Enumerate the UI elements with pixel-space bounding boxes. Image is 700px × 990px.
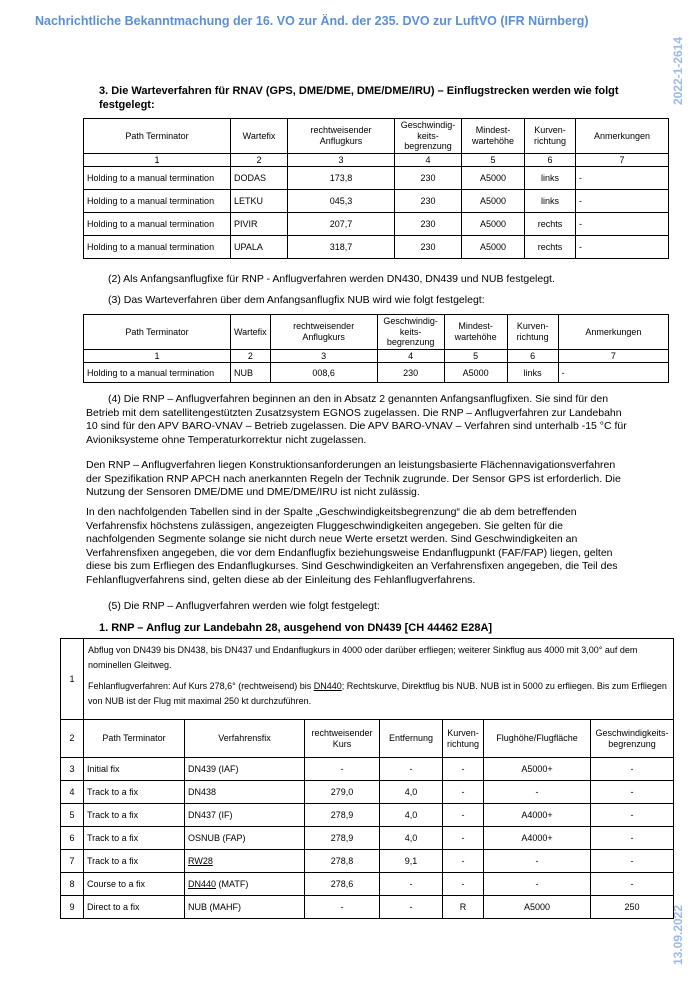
cell-path-terminator: Holding to a manual termination (84, 236, 231, 259)
col-wartefix: Wartefix (231, 315, 271, 350)
cell-path-terminator: Holding to a manual termination (84, 167, 231, 190)
cell-path-terminator: Initial fix (84, 758, 185, 781)
cell-path-terminator: Track to a fix (84, 850, 185, 873)
cell-course: 173,8 (288, 167, 395, 190)
table-row (84, 363, 669, 383)
cell-distance: - (380, 758, 443, 781)
row-number: 7 (61, 850, 84, 873)
cell-turn: links (525, 167, 576, 190)
cell-course: - (305, 758, 380, 781)
col-path-terminator: Path Terminator (84, 720, 185, 758)
col-num: 3 (270, 349, 377, 363)
cell-turn: - (443, 758, 484, 781)
col-path-terminator: Path Terminator (84, 315, 231, 350)
col-speed: Geschwindig-keits-begrenzung (395, 119, 462, 154)
col-num: 7 (576, 153, 669, 167)
cell-remarks: - (558, 363, 668, 383)
col-num: 6 (525, 153, 576, 167)
cell-distance: - (380, 873, 443, 896)
cell-course: 278,9 (305, 827, 380, 850)
cell-remarks: - (576, 213, 669, 236)
paragraph-2: (2) Als Anfangsanflugfixe für RNP - Anflugverfahren werden DN430, DN439 und NUB festgelegt. (108, 273, 555, 285)
cell-alt: A5000 (462, 167, 525, 190)
row-number: 2 (61, 720, 84, 758)
cell-alt: A5000 (462, 236, 525, 259)
cell-course: 278,8 (305, 850, 380, 873)
col-turn: Kurven-richtung (443, 720, 484, 758)
cell-path-terminator: Holding to a manual termination (84, 190, 231, 213)
procedure-heading: 1. RNP – Anflug zur Landebahn 28, ausgehend von DN439 [CH 44462 E28A] (99, 622, 493, 634)
cell-alt: - (484, 781, 591, 804)
col-num: 6 (507, 349, 558, 363)
cell-turn: - (443, 781, 484, 804)
col-course: rechtweisender Anflugkurs (288, 119, 395, 154)
cell-alt: A5000 (462, 213, 525, 236)
table-row (84, 213, 669, 236)
col-distance: Entfernung (380, 720, 443, 758)
description-approach: Abflug von DN439 bis DN438, bis DN437 und Endanflugkurs in 4000 oder darüber erfliegen; weiterer Sinkflug aus 4000 mit 3,00° auf dem nominellen Gleitweg. (88, 645, 638, 670)
side-document-date: 13.09.2022 (671, 904, 685, 966)
paragraph-7: (5) Die RNP – Anflugverfahren werden wie folgt festgelegt: (108, 600, 380, 612)
col-path-terminator: Path Terminator (84, 119, 231, 154)
cell-distance: 4,0 (380, 781, 443, 804)
cell-course: 207,7 (288, 213, 395, 236)
cell-distance: 9,1 (380, 850, 443, 873)
col-num: 4 (377, 349, 444, 363)
cell-fix-link[interactable]: RW28 (185, 850, 305, 873)
table-row (61, 896, 674, 919)
col-speed-limit: Geschwindigkeits-begrenzung (591, 720, 674, 758)
cell-course: - (305, 896, 380, 919)
cell-speed: 230 (395, 190, 462, 213)
col-procedure-fix: Verfahrensfix (185, 720, 305, 758)
fix-link[interactable]: DN440 (188, 879, 217, 889)
col-min-alt: Mindest-wartehöhe (462, 119, 525, 154)
cell-path-terminator: Holding to a manual termination (84, 363, 231, 383)
row-number: 8 (61, 873, 84, 896)
col-speed: Geschwindig-keits-begrenzung (377, 315, 444, 350)
cell-path-terminator: Track to a fix (84, 804, 185, 827)
row-number: 3 (61, 758, 84, 781)
cell-alt: - (484, 873, 591, 896)
cell-alt: - (484, 850, 591, 873)
cell-fix: PIVIR (231, 213, 288, 236)
col-turn: Kurven-richtung (507, 315, 558, 350)
paragraph-3: (3) Das Warteverfahren über dem Anfangsanflugfix NUB wird wie folgt festgelegt: (108, 294, 485, 306)
holding-table-1 (83, 118, 669, 259)
cell-turn: links (525, 190, 576, 213)
col-num: 2 (231, 349, 271, 363)
cell-speed: - (591, 758, 674, 781)
cell-fix: DN440 (MATF) (185, 873, 305, 896)
cell-distance: - (380, 896, 443, 919)
col-num: 1 (84, 153, 231, 167)
cell-turn: R (443, 896, 484, 919)
row-number: 5 (61, 804, 84, 827)
cell-speed: 230 (377, 363, 444, 383)
col-remarks: Anmerkungen (576, 119, 669, 154)
cell-fix: DN437 (IF) (185, 804, 305, 827)
section-3-heading: 3. Die Warteverfahren für RNAV (GPS, DME/DME, DME/DME/IRU) – Einflugstrecken werden wie folgt festgelegt: (99, 85, 619, 111)
table-row (61, 850, 674, 873)
table-row (61, 804, 674, 827)
row-number: 4 (61, 781, 84, 804)
row-number: 9 (61, 896, 84, 919)
cell-alt: A5000 (484, 896, 591, 919)
cell-fix: NUB (231, 363, 271, 383)
col-num: 7 (558, 349, 668, 363)
cell-remarks: - (576, 190, 669, 213)
cell-turn: - (443, 850, 484, 873)
cell-turn: links (507, 363, 558, 383)
col-num: 2 (231, 153, 288, 167)
cell-speed: 250 (591, 896, 674, 919)
paragraph-6: In den nachfolgenden Tabellen sind in der Spalte „Geschwindigkeitsbegrenzung“ die ab dem betreffenden Verfahrensfix höchstens zulässigen, angezeigten Fluggeschwindigkeiten angegeben. Sie gelten für die nachfolgenden Segmente solange sie nicht durch neue Werte ersetzt werden. Sind Geschwindigkeiten an Verfahrensfixen angegeben, die vor dem Endanflugfix beziehungsweise Endanflugpunkt (FAF/FAP) liegen, gelten diese bis zum Erfliegen des Endanflugkurses. Sind Geschwindigkeiten an Verfahrensfixen angegeben, die Teil des Fehlanflugverfahrens sind, gelten diese ab der Einleitung des Fehlanflugverfahrens. (86, 506, 618, 586)
cell-fix: LETKU (231, 190, 288, 213)
col-num: 3 (288, 153, 395, 167)
cell-fix: OSNUB (FAP) (185, 827, 305, 850)
procedure-description (84, 639, 674, 720)
cell-path-terminator: Holding to a manual termination (84, 213, 231, 236)
col-altitude: Flughöhe/Flugfläche (484, 720, 591, 758)
holding-table-2 (83, 314, 669, 383)
col-num: 5 (444, 349, 507, 363)
cell-fix: DN439 (IAF) (185, 758, 305, 781)
table-row (84, 167, 669, 190)
table-row (61, 781, 674, 804)
cell-path-terminator: Direct to a fix (84, 896, 185, 919)
col-wartefix: Wartefix (231, 119, 288, 154)
cell-turn: - (443, 827, 484, 850)
col-min-alt: Mindest-wartehöhe (444, 315, 507, 350)
table-row (61, 873, 674, 896)
cell-speed: - (591, 781, 674, 804)
cell-course: 279,0 (305, 781, 380, 804)
cell-path-terminator: Course to a fix (84, 873, 185, 896)
col-remarks: Anmerkungen (558, 315, 668, 350)
cell-alt: A5000+ (484, 758, 591, 781)
cell-fix: NUB (MAHF) (185, 896, 305, 919)
col-num: 5 (462, 153, 525, 167)
col-turn: Kurven-richtung (525, 119, 576, 154)
cell-speed: - (591, 804, 674, 827)
cell-distance: 4,0 (380, 804, 443, 827)
cell-distance: 4,0 (380, 827, 443, 850)
cell-course: 045,3 (288, 190, 395, 213)
cell-speed: 230 (395, 236, 462, 259)
cell-turn: rechts (525, 213, 576, 236)
row-number: 1 (61, 639, 84, 720)
col-num: 4 (395, 153, 462, 167)
description-missed-approach: Fehlanflugverfahren: Auf Kurs 278,6° (rechtweisend) bis DN440; Rechtskurve, Direktflug bis NUB. NUB ist in 5000 zu erfliegen. Bis zum Erfliegen von NUB ist der Flug mit maximal 250 kt durchzuführen. (88, 681, 667, 706)
cell-alt: A4000+ (484, 804, 591, 827)
cell-remarks: - (576, 167, 669, 190)
cell-alt: A5000 (462, 190, 525, 213)
cell-course: 278,9 (305, 804, 380, 827)
cell-fix: UPALA (231, 236, 288, 259)
table-row (61, 827, 674, 850)
procedure-table (60, 638, 674, 919)
cell-speed: 230 (395, 213, 462, 236)
col-num: 1 (84, 349, 231, 363)
table-row (61, 758, 674, 781)
side-document-id: 2022-1-2614 (671, 36, 685, 106)
cell-remarks: - (576, 236, 669, 259)
cell-alt: A5000 (444, 363, 507, 383)
cell-course: 008,6 (270, 363, 377, 383)
col-course: rechtweisender Kurs (305, 720, 380, 758)
table-row (84, 236, 669, 259)
cell-turn: - (443, 804, 484, 827)
cell-path-terminator: Track to a fix (84, 781, 185, 804)
document-header: Nachrichtliche Bekanntmachung der 16. VO zur Änd. der 235. DVO zur LuftVO (IFR Nürnberg) (35, 14, 589, 28)
col-course: rechtweisender Anflugkurs (270, 315, 377, 350)
cell-fix: DODAS (231, 167, 288, 190)
cell-path-terminator: Track to a fix (84, 827, 185, 850)
cell-course: 318,7 (288, 236, 395, 259)
paragraph-4: (4) Die RNP – Anflugverfahren beginnen an den in Absatz 2 genannten Anfangsanflugfixen. Sie sind für den Betrieb mit dem satellitengestützten Zusatzsystem EGNOS zugelassen. Die RNP – Anflugverfahren zur Landebahn 10 sind für den APV BARO-VNAV – Betrieb zugelassen. Die APV BARO-VNAV – Verfahren sind unterhalb -15 °C für Avioniksysteme ohne Temperaturkorrektur nicht zugelassen. (86, 393, 627, 446)
row-number: 6 (61, 827, 84, 850)
cell-speed: - (591, 873, 674, 896)
cell-fix: DN438 (185, 781, 305, 804)
cell-alt: A4000+ (484, 827, 591, 850)
description-row (61, 639, 674, 720)
cell-turn: - (443, 873, 484, 896)
table-row (84, 190, 669, 213)
paragraph-5: Den RNP – Anflugverfahren liegen Konstruktionsanforderungen an leistungsbasierte Flächennavigationsverfahren der Spezifikation RNP APCH nach anerkannten Regeln der Technik zugrunde. Der Sensor GPS ist erforderlich. Die Nutzung der Sensoren DME/DME und DME/DME/IRU ist nicht zulässig. (86, 459, 621, 498)
cell-speed: - (591, 850, 674, 873)
cell-speed: - (591, 827, 674, 850)
cell-course: 278,6 (305, 873, 380, 896)
cell-turn: rechts (525, 236, 576, 259)
cell-speed: 230 (395, 167, 462, 190)
